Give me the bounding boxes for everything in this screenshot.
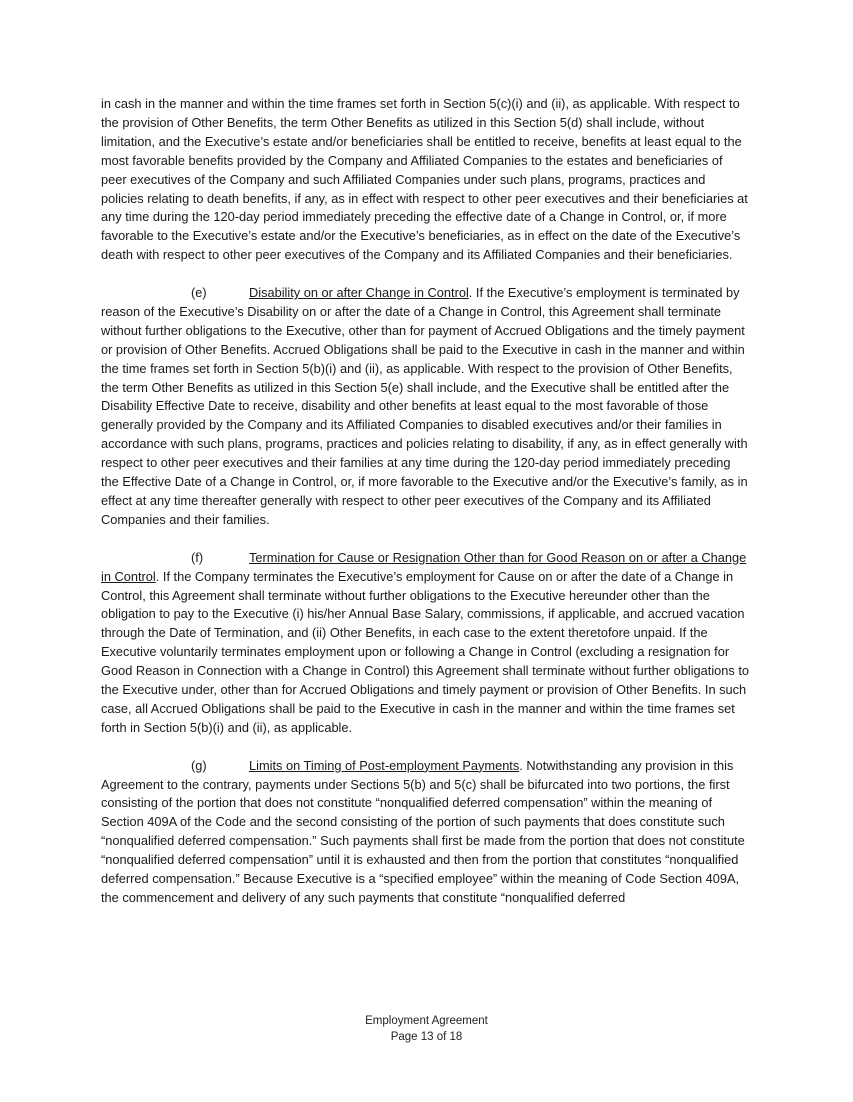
section-heading-e: Disability on or after Change in Control xyxy=(249,285,469,301)
paragraph-spacer xyxy=(101,738,751,757)
paragraph-e xyxy=(101,284,751,530)
paragraph-spacer xyxy=(101,265,751,284)
footer-page-number: Page 13 of 18 xyxy=(390,1031,463,1043)
section-heading-f: Termination for Cause or Resignation Other than for Good Reason on or after a Change in Control xyxy=(101,549,747,584)
section-marker-g: (g) xyxy=(191,757,207,773)
section-body-e: . If the Executive’s employment is terminated by reason of the Executive’s Disability on or after the date of a Change in Control, this Agreement shall terminate without further obligations to the Executive, other than for payment of Accrued Obligations and the timely payment or provision of Other Benefits. Accrued Obligations shall be paid to the Executive in cash in the manner and within the time frames set forth in Section 5(b)(i) and (ii), as applicable. With respect to the provision of Other Benefits, the term Other Benefits as utilized in this Section 5(e) shall include, and the Executive shall be entitled after the Disability Effective Date to receive, disability and other benefits at least equal to the most favorable of those generally provided by the Company and its Affiliated Companies to disabled executives and/or their families in accordance with such plans, programs, practices and policies relating to disability, if any, as in effect generally with respect to other peer executives and their families at any time during the 120-day period immediately preceding the Effective Date of a Change in Control, or, if more favorable to the Executive and/or the Executive’s family, as in effect at any time thereafter generally with respect to other peer executives of the Company and its Affiliated Companies and their families. xyxy=(101,285,748,527)
paragraph-f xyxy=(101,549,751,738)
paragraph-intro: in cash in the manner and within the time frames set forth in Section 5(c)(i) and (ii), as applicable. With respect to the provision of Other Benefits, the term Other Benefits as utilized in this Section 5(d) shall include, without limitation, and the Executive’s estate and/or beneficiaries shall be entitled to receive, benefits at least equal to the most favorable benefits provided by the Company and Affiliated Companies to the estates and beneficiaries of peer executives of the Company and such Affiliated Companies under such plans, programs, practices and policies relating to death benefits, if any, as in effect with respect to other peer executives and their beneficiaries at any time during the 120-day period immediately preceding the effective date of a Change in Control, or, if more favorable to the Executive’s estate and/or the Executive’s beneficiaries, as in effect on the date of the Executive’s death with respect to other peer executives of the Company and its Affiliated Companies and their beneficiaries. xyxy=(101,96,748,263)
section-heading-g: Limits on Timing of Post-employment Payments xyxy=(249,757,520,773)
section-body-f: . If the Company terminates the Executive’s employment for Cause on or after the date of a Change in Control, this Agreement shall terminate without further obligations to the Executive hereunder other than the obligation to pay to the Executive (i) his/her Annual Base Salary, commissions, if applicable, and accrued vacation through the Date of Termination, and (ii) Other Benefits, in each case to the extent theretofore unpaid. If the Executive voluntarily terminates employment upon or following a Change in Control (excluding a resignation for Good Reason in Connection with a Change in Control) this Agreement shall terminate without further obligations to the Executive under, other than for Accrued Obligations and timely payment or provision of Other Benefits. In such case, all Accrued Obligations shall be paid to the Executive in cash in the manner and within the time frames set forth in Section 5(b)(i) and (ii), as applicable. xyxy=(101,568,750,735)
footer-title: Employment Agreement xyxy=(365,1015,488,1027)
paragraph-g xyxy=(101,757,751,908)
paragraph-spacer xyxy=(101,530,751,549)
section-marker-f: (f) xyxy=(191,549,204,565)
section-body-g: . Notwithstanding any provision in this Agreement to the contrary, payments under Sections 5(b) and 5(c) shall be bifurcated into two portions, the first consisting of the portion that does not constitute “nonqualified deferred compensation” within the meaning of Section 409A of the Code and the second consisting of the portion of such payments that does constitute such “nonqualified deferred compensation.” Such payments shall first be made from the portion that does not constitute “nonqualified deferred compensation” until it is exhausted and then from the portion that constitutes “nonqualified deferred compensation.” Because Executive is a “specified employee” within the meaning of Code Section 409A, the commencement and delivery of any such payments that constitute “nonqualified deferred xyxy=(101,757,745,906)
section-marker-e: (e) xyxy=(191,285,207,301)
document-page xyxy=(101,95,751,908)
